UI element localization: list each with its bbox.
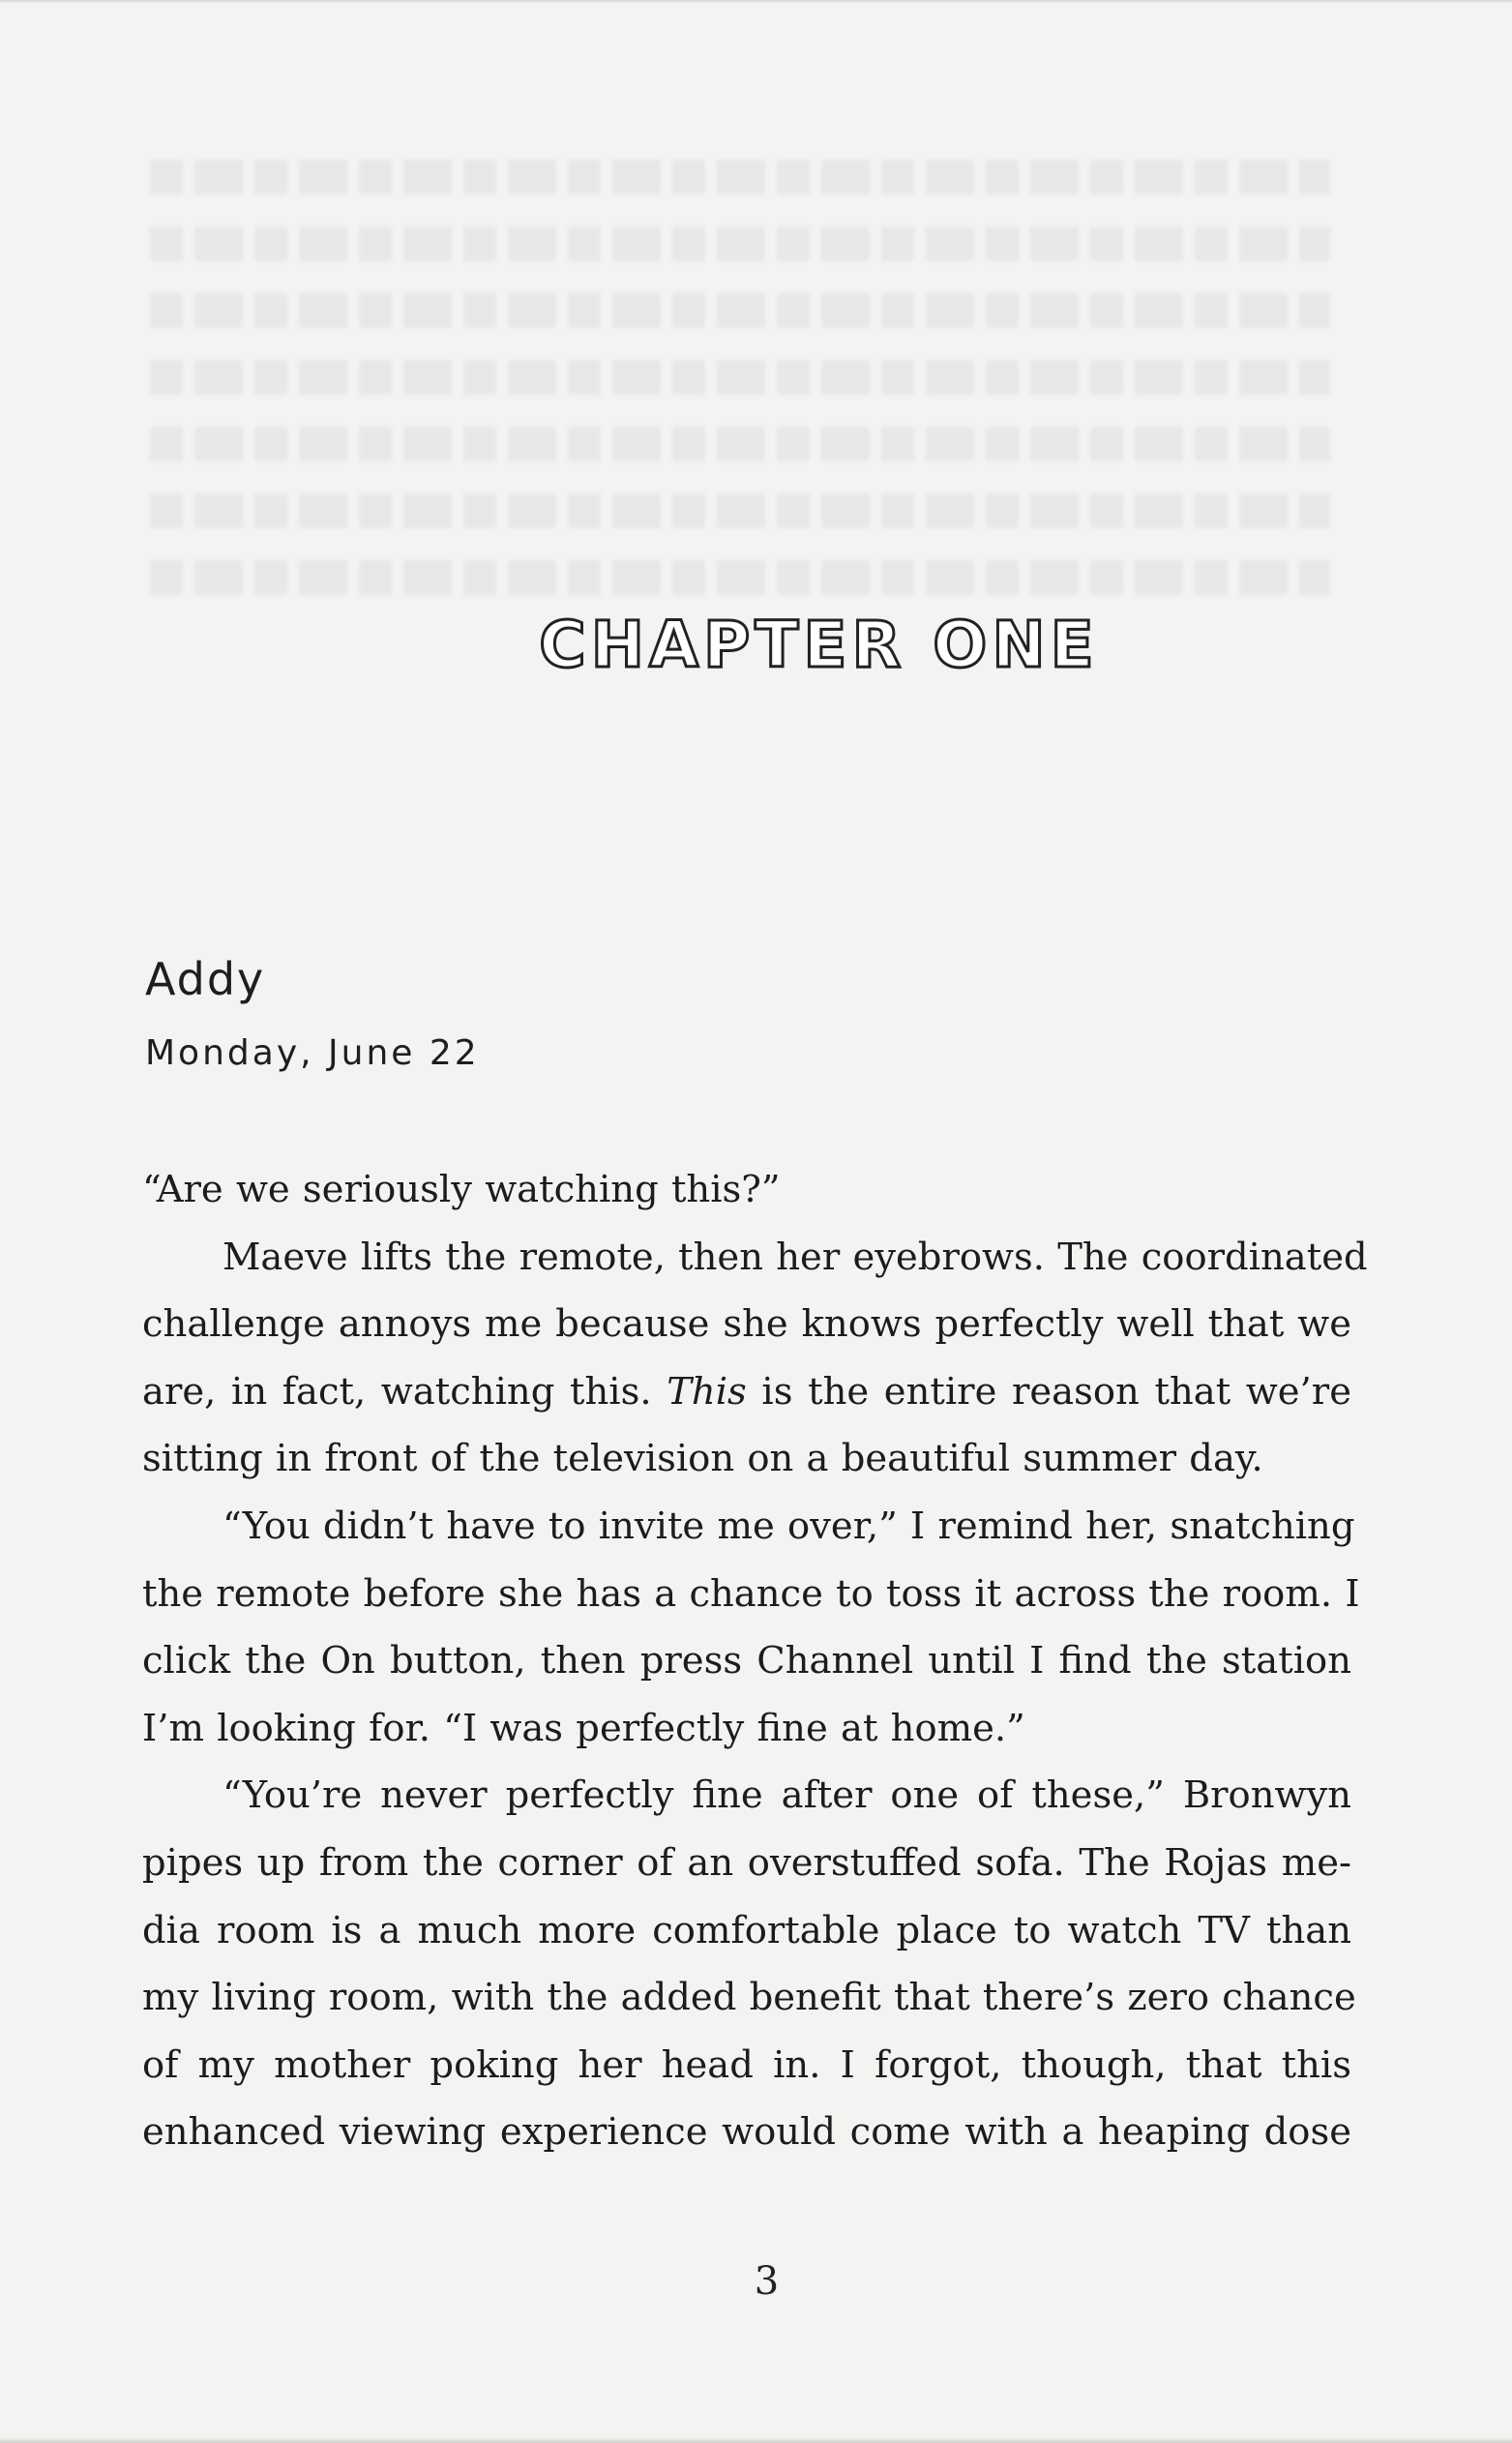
text-line: the remote before she has a chance to toss it across the room. I [142,1571,1360,1616]
text-line: sitting in front of the television on a beautiful summer day. [142,1437,1263,1481]
text-line-with-emphasis [142,1358,1351,1426]
text-fragment: is the entire reason that we’re [761,1369,1351,1414]
text-line: pipes up from the corner of an overstuffed sofa. The Rojas me- [142,1840,1351,1885]
text-line: my living room, with the added benefit that there’s zero chance [142,1976,1356,2020]
section-date: Monday, June 22 [145,1033,480,1073]
text-line: “You didn’t have to invite me over,” I remind her, snatching [222,1504,1355,1548]
text-line: “Are we seriously watching this?” [142,1168,781,1211]
text-line: of my mother poking her head in. I forgot, though, that this [142,2042,1351,2087]
chapter-title: CHAPTER ONE [539,608,1099,682]
page-number: 3 [754,2259,780,2304]
text-line: Maeve lifts the remote, then her eyebrows. The coordinated [222,1235,1368,1279]
text-line: enhanced viewing experience would come with a heaping dose [142,2110,1351,2155]
text-line: “You’re never perfectly fine after one of these,” Bronwyn [222,1773,1351,1818]
chapter-body [142,1156,1368,2166]
narrator-name: Addy [145,953,266,1005]
text-line: dia room is a much more comfortable place to watch TV than [142,1908,1351,1952]
text-line: challenge annoys me because she knows perfectly well that we [142,1302,1351,1347]
text-fragment: are, in fact, watching this. [142,1369,652,1414]
page-top-edge [0,0,1512,3]
show-through-text [150,160,1330,627]
page-bottom-edge [0,2438,1512,2443]
emphasized-word: This [667,1369,747,1414]
text-line: I’m looking for. “I was perfectly fine at home.” [142,1706,1025,1750]
text-line: click the On button, then press Channel until I find the station [142,1639,1351,1683]
